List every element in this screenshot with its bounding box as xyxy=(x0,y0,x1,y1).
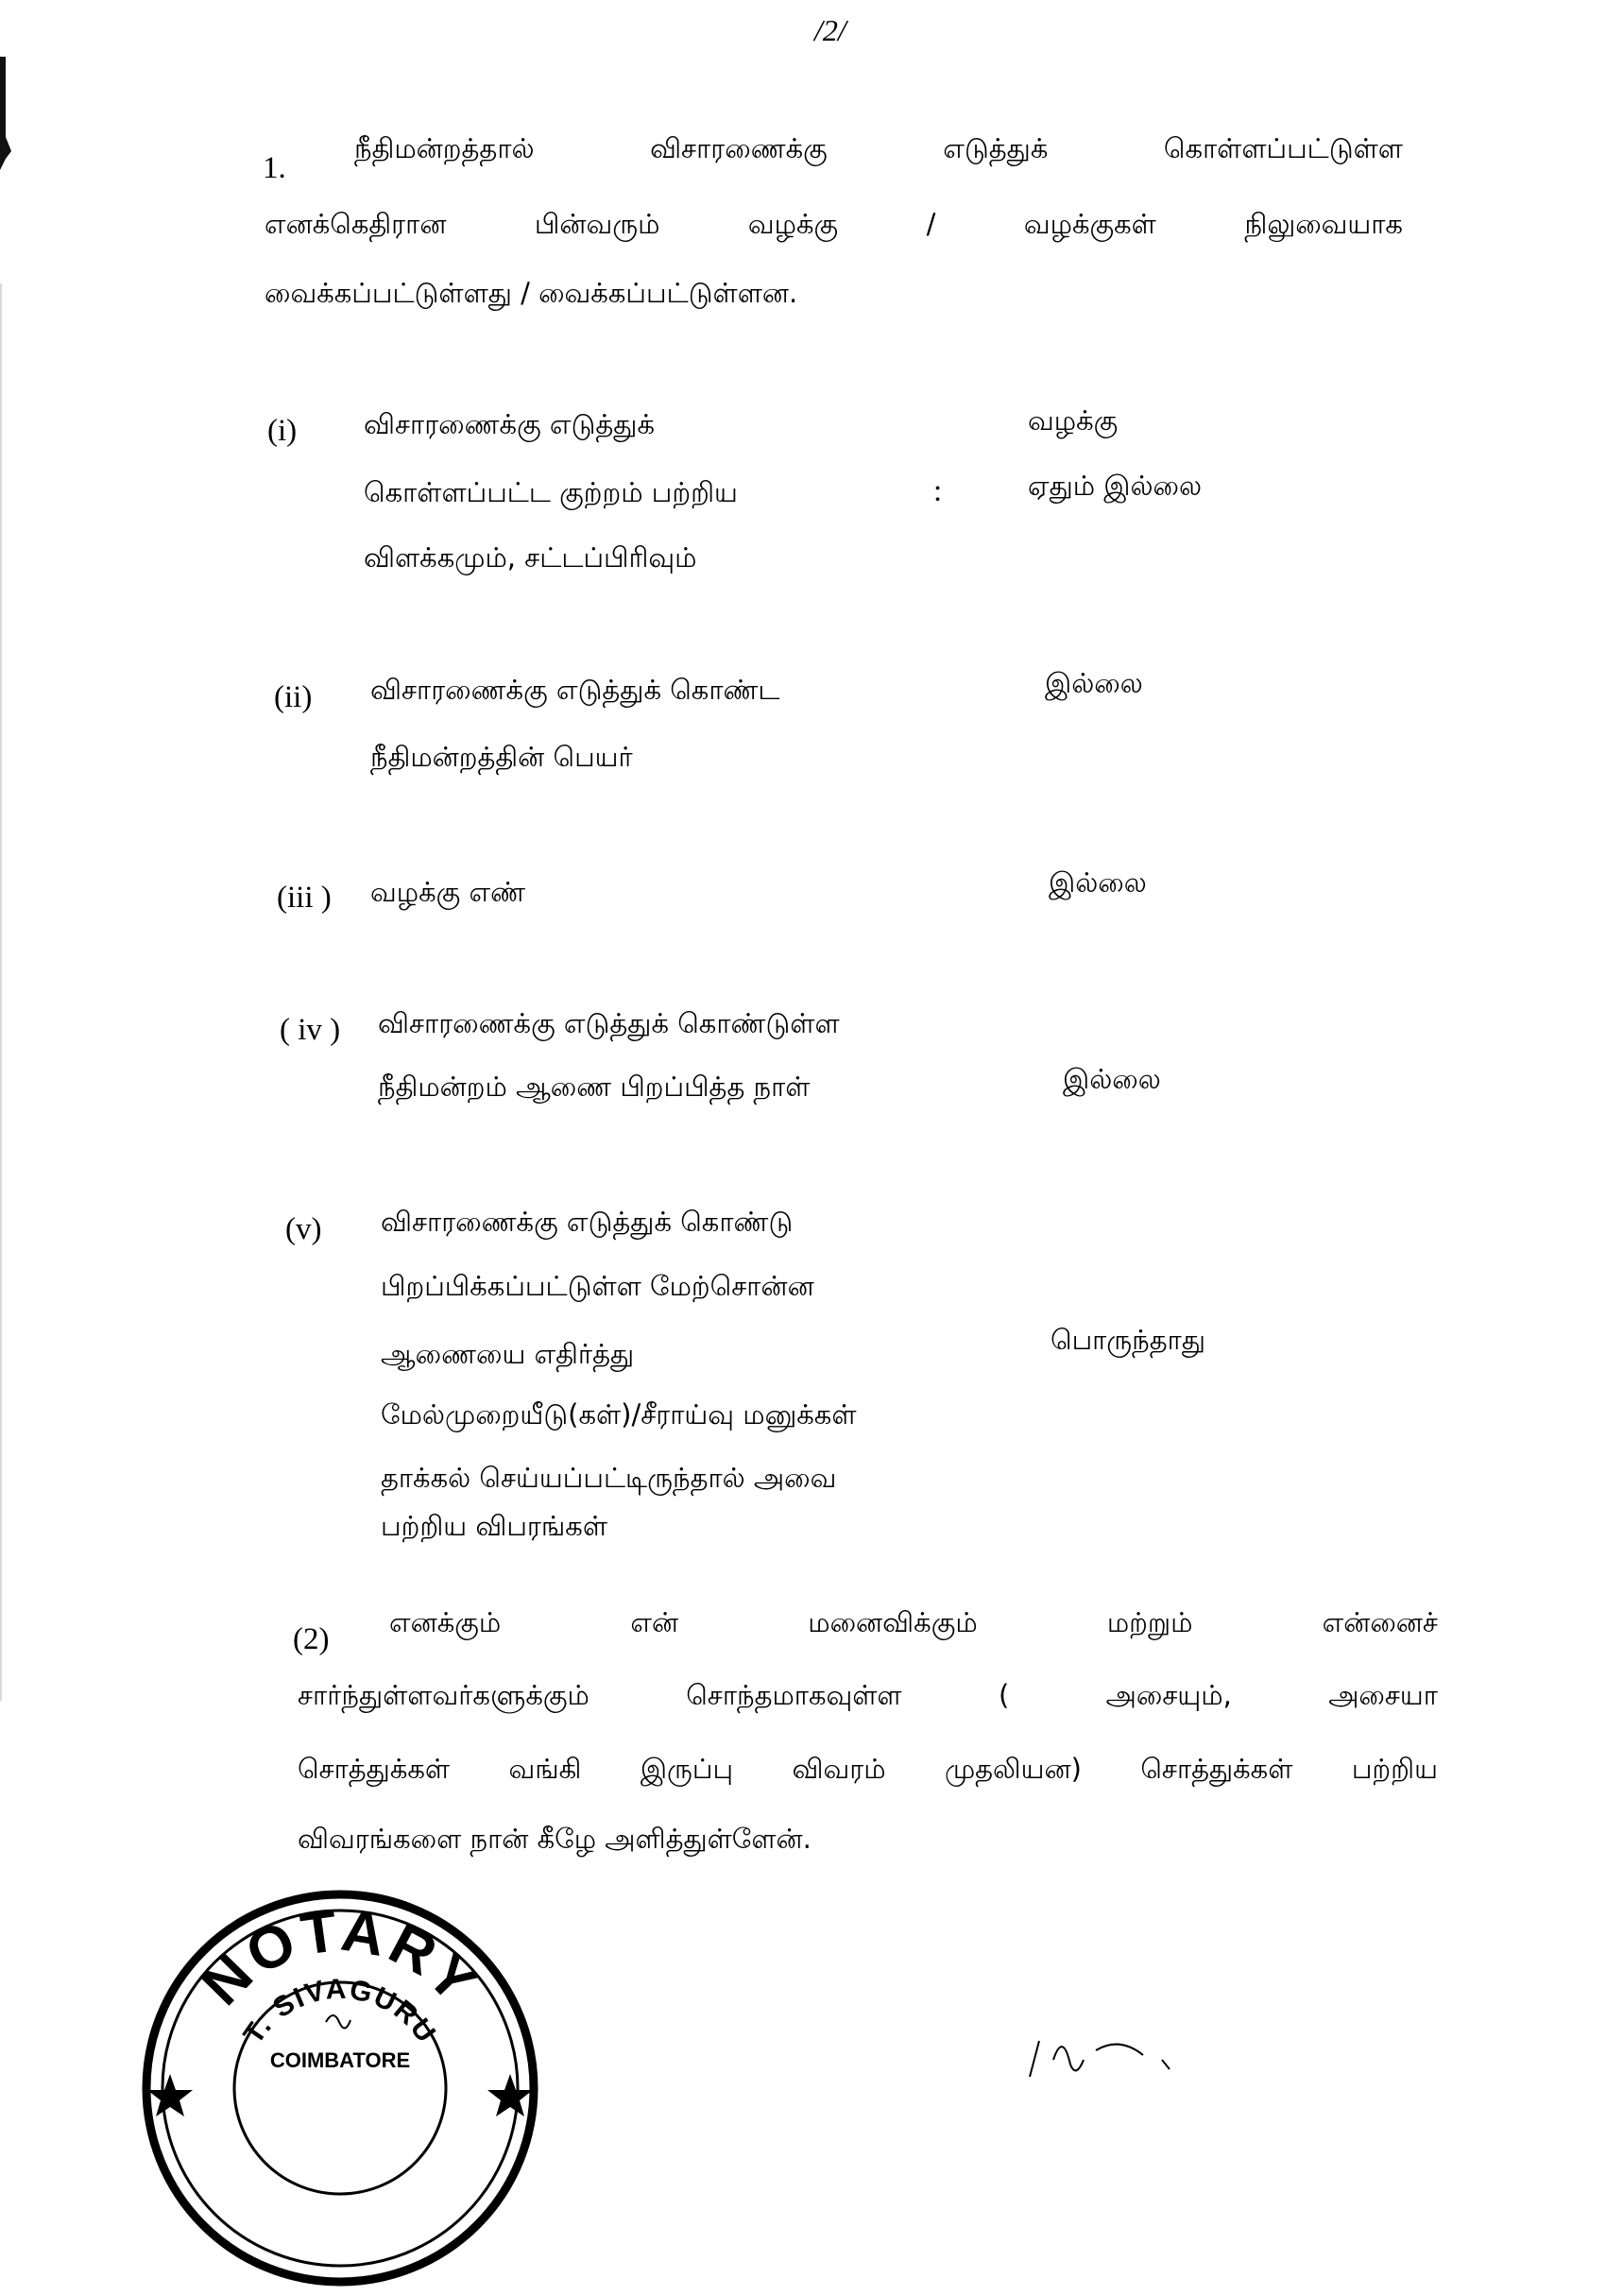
item-i-line-3: விளக்கமும், சட்டப்பிரிவும் xyxy=(364,541,697,574)
item-v-line-2: பிறப்பிக்கப்பட்டுள்ள மேற்சொன்ன xyxy=(381,1270,814,1302)
word: / xyxy=(926,208,936,240)
scan-edge-line xyxy=(0,283,2,1701)
section2-line-3 xyxy=(298,1753,1438,1789)
word: நிலுவையாக xyxy=(1244,208,1403,240)
word: அசையும், xyxy=(1105,1679,1232,1711)
word: வங்கி xyxy=(508,1753,582,1785)
word: சார்ந்துள்ளவர்களுக்கும் xyxy=(298,1679,589,1711)
word: என் xyxy=(630,1606,679,1638)
item-iv-label: ( iv ) xyxy=(280,1013,341,1047)
word: நீதிமன்றத்தால் xyxy=(354,132,535,164)
word: இருப்பு xyxy=(640,1753,734,1785)
item-i-label: (i) xyxy=(267,414,298,448)
word: மற்றும் xyxy=(1106,1606,1193,1638)
word: மனைவிக்கும் xyxy=(808,1606,978,1638)
word: கொள்ளப்பட்டுள்ள xyxy=(1163,132,1403,164)
word: அசையா xyxy=(1328,1679,1438,1711)
signature xyxy=(1020,2031,1228,2079)
word: ( xyxy=(998,1679,1010,1711)
section2-line-4: விவரங்களை நான் கீழே அளித்துள்ளேன். xyxy=(298,1823,812,1855)
word: முதலியன) xyxy=(944,1753,1082,1785)
section2-number: (2) xyxy=(293,1622,330,1656)
item-v-line-3: ஆணையை எதிர்த்து xyxy=(381,1338,635,1370)
item-iii-value: இல்லை xyxy=(1049,866,1147,899)
stamp-place: COIMBATORE xyxy=(269,2048,411,2072)
word: பற்றிய xyxy=(1351,1753,1438,1785)
item-i-colon: : xyxy=(933,474,943,508)
item-iii-label: (iii ) xyxy=(277,881,332,915)
item-ii-line-2: நீதிமன்றத்தின் பெயர் xyxy=(370,741,633,773)
word: சொத்துக்கள் xyxy=(298,1753,451,1785)
word: வழக்கு xyxy=(747,208,839,240)
item-v-label: (v) xyxy=(285,1212,322,1246)
section1-number: 1. xyxy=(263,151,286,185)
word: சொத்துக்கள் xyxy=(1140,1753,1293,1785)
word: பின்வரும் xyxy=(534,208,660,240)
item-iv-line-1: விசாரணைக்கு எடுத்துக் கொண்டுள்ள xyxy=(378,1007,840,1039)
item-ii-line-1: விசாரணைக்கு எடுத்துக் கொண்ட xyxy=(370,674,780,706)
item-i-line-1: விசாரணைக்கு எடுத்துக் xyxy=(364,408,655,440)
stamp-title: NOTARY xyxy=(189,1897,491,2018)
item-v-line-4: மேல்முறையீடு(கள்)/சீராய்வு மனுக்கள் xyxy=(381,1398,857,1431)
item-v-line-5: தாக்கல் செய்யப்பட்டிருந்தால் அவை xyxy=(381,1462,837,1494)
item-ii-label: (ii) xyxy=(274,680,313,714)
word: எடுத்துக் xyxy=(943,132,1049,164)
item-v-line-6: பற்றிய விபரங்கள் xyxy=(381,1510,608,1542)
page-number: /2/ xyxy=(814,13,846,47)
item-v-value: பொருந்தாது xyxy=(1051,1324,1205,1356)
item-v-line-1: விசாரணைக்கு எடுத்துக் கொண்டு xyxy=(381,1206,794,1238)
item-i-value-2: ஏதும் இல்லை xyxy=(1028,470,1203,502)
item-i-value-1: வழக்கு xyxy=(1028,404,1119,437)
section1-line-3: வைக்கப்பட்டுள்ளது / வைக்கப்பட்டுள்ளன. xyxy=(265,277,798,309)
word: என்னைச் xyxy=(1322,1606,1438,1638)
word: வழக்குகள் xyxy=(1023,208,1156,240)
item-ii-value: இல்லை xyxy=(1045,667,1143,699)
binding-mark xyxy=(0,57,13,170)
item-iv-value: இல்லை xyxy=(1063,1063,1161,1095)
stamp-name: T. SIVAGURU xyxy=(237,1973,443,2050)
item-i-line-2: கொள்ளப்பட்ட குற்றம் பற்றிய xyxy=(364,476,738,508)
item-iv-line-2: நீதிமன்றம் ஆணை பிறப்பித்த நாள் xyxy=(378,1071,811,1103)
word: எனக்கெதிரான xyxy=(265,208,447,240)
section1-line-1 xyxy=(354,132,1403,168)
section2-line-2 xyxy=(298,1679,1438,1715)
section2-line-1 xyxy=(389,1606,1438,1642)
section1-line-2 xyxy=(265,208,1403,244)
notary-stamp xyxy=(132,1880,548,2296)
word: விவரம் xyxy=(792,1753,886,1785)
word: சொந்தமாகவுள்ள xyxy=(686,1679,902,1711)
word: எனக்கும் xyxy=(389,1606,502,1638)
item-iii-line-1: வழக்கு எண் xyxy=(370,876,525,908)
word: விசாரணைக்கு xyxy=(650,132,828,164)
